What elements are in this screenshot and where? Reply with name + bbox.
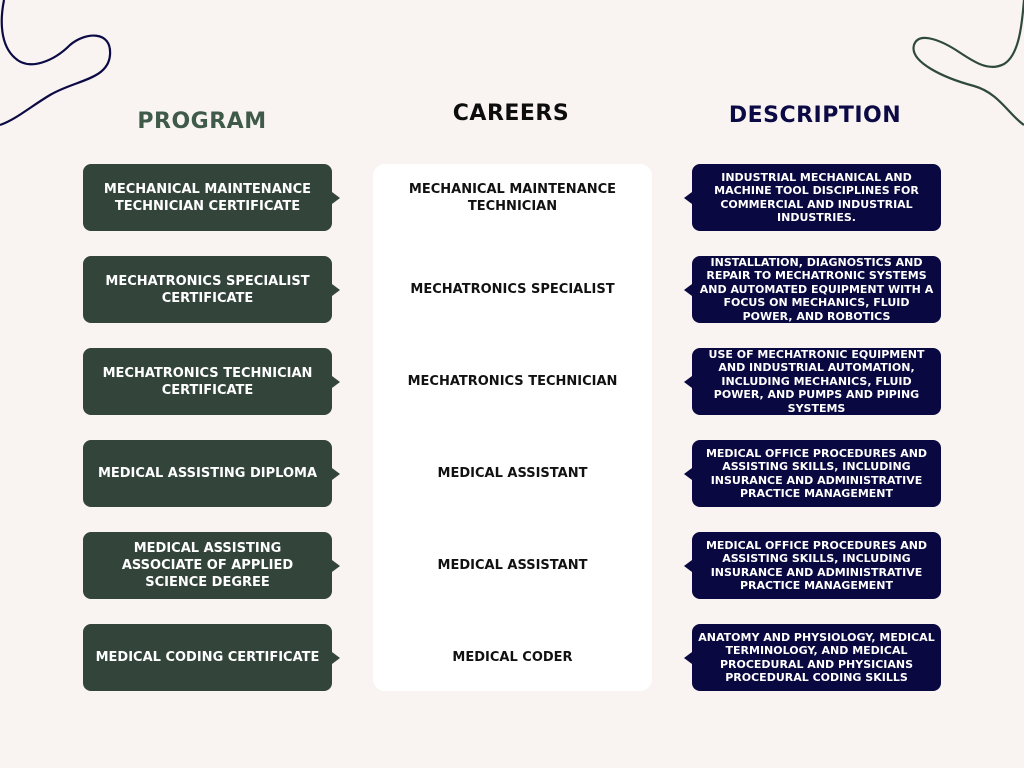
program-box: MECHANICAL MAINTENANCE TECHNICIAN CERTIFICATE <box>83 164 332 231</box>
career-label: MECHANICAL MAINTENANCE TECHNICIAN <box>408 181 617 214</box>
description-pointer <box>684 468 692 480</box>
program-box: MEDICAL CODING CERTIFICATE <box>83 624 332 691</box>
careers-panel <box>373 164 652 691</box>
program-box: MECHATRONICS TECHNICIAN CERTIFICATE <box>83 348 332 415</box>
description-pointer <box>684 192 692 204</box>
description-box: INDUSTRIAL MECHANICAL AND MACHINE TOOL DISCIPLINES FOR COMMERCIAL AND INDUSTRIAL INDUSTRIES. <box>692 164 941 231</box>
description-pointer <box>684 376 692 388</box>
description-pointer <box>684 652 692 664</box>
description-box: INSTALLATION, DIAGNOSTICS AND REPAIR TO MECHATRONIC SYSTEMS AND AUTOMATED EQUIPMENT WITH A FOCUS ON MECHANICS, FLUID POWER, AND ROBOTICS <box>692 256 941 323</box>
description-column-header: DESCRIPTION <box>728 103 902 128</box>
description-box: USE OF MECHATRONIC EQUIPMENT AND INDUSTRIAL AUTOMATION, INCLUDING MECHANICS, FLUID POWER, AND PUMPS AND PIPING SYSTEMS <box>692 348 941 415</box>
program-box: MECHATRONICS SPECIALIST CERTIFICATE <box>83 256 332 323</box>
program-box: MEDICAL ASSISTING ASSOCIATE OF APPLIED SCIENCE DEGREE <box>83 532 332 599</box>
description-pointer <box>684 560 692 572</box>
description-box: MEDICAL OFFICE PROCEDURES AND ASSISTING SKILLS, INCLUDING INSURANCE AND ADMINISTRATIVE PRACTICE MANAGEMENT <box>692 532 941 599</box>
program-box: MEDICAL ASSISTING DIPLOMA <box>83 440 332 507</box>
careers-column-header: CAREERS <box>452 101 570 126</box>
description-box: ANATOMY AND PHYSIOLOGY, MEDICAL TERMINOLOGY, AND MEDICAL PROCEDURAL AND PHYSICIANS PROCEDURAL CODING SKILLS <box>692 624 941 691</box>
career-label: MECHATRONICS TECHNICIAN <box>407 374 618 389</box>
description-pointer <box>684 284 692 296</box>
career-label: MECHATRONICS SPECIALIST <box>410 282 615 297</box>
career-label: MEDICAL CODER <box>452 650 573 665</box>
career-label: MEDICAL ASSISTANT <box>437 466 588 481</box>
program-column-header: PROGRAM <box>137 109 267 134</box>
description-box: MEDICAL OFFICE PROCEDURES AND ASSISTING SKILLS, INCLUDING INSURANCE AND ADMINISTRATIVE PRACTICE MANAGEMENT <box>692 440 941 507</box>
career-label: MEDICAL ASSISTANT <box>437 558 588 573</box>
